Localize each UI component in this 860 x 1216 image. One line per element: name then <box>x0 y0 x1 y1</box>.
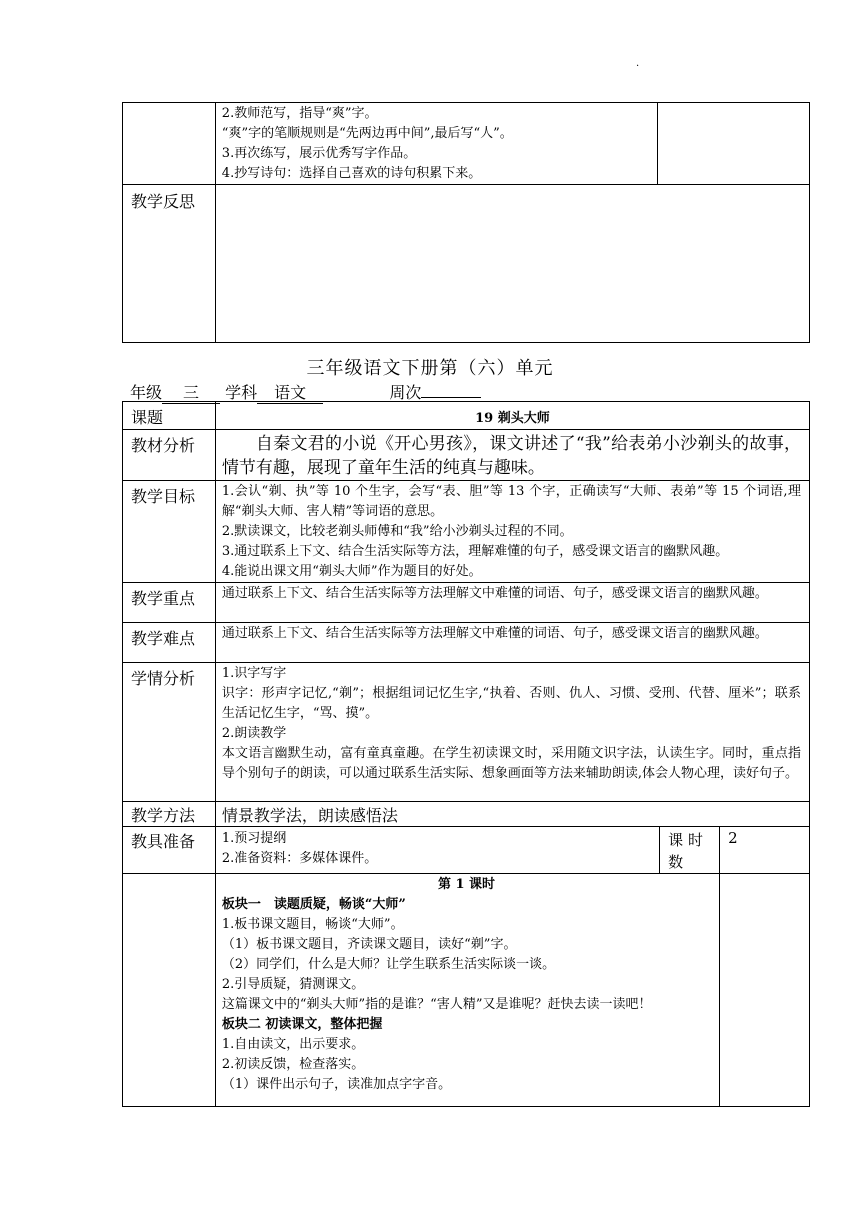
empty-label-cell <box>123 103 216 185</box>
lesson-line: 1.自由读文，出示要求。 <box>221 1037 365 1052</box>
goal-item: 3.通过联系上下文、结合生活实际等方法，理解难懂的句子，感受课文语言的幽默风趣。 <box>221 544 729 559</box>
learner-line: 本文语言幽默生动，富有童真童趣。在学生初读课文时，采用随文识字法，认读生字。同时，重点指导个别句子的朗读，可以通过联系生活实际、想象画面等方法来辅助朗读,体会人物心理，读好句子。 <box>221 746 801 781</box>
learner-line: 2.朗读教学 <box>221 726 287 741</box>
prep-line: 2.准备资料：多媒体课件。 <box>221 851 378 866</box>
lesson-cell <box>215 874 719 1107</box>
empty-label-cell <box>123 874 216 1107</box>
lesson-line: （1）板书课文题目，齐读课文题目，读好“剃”字。 <box>221 937 517 952</box>
goals-cell <box>215 481 809 583</box>
section-heading: 板块二 初读课文，整体把握 <box>221 1017 383 1032</box>
notes-cell <box>658 103 810 185</box>
learner-label: 学情分析 <box>123 663 216 802</box>
header-dot: . <box>636 58 640 69</box>
prep-label: 教具准备 <box>123 827 216 874</box>
writing-steps-cell <box>215 103 658 185</box>
reflection-content <box>215 185 809 343</box>
notes-cell <box>720 874 810 1107</box>
key-points-text: 通过联系上下文、结合生活实际等方法理解文中难懂的词语、句子，感受课文语言的幽默风趣。 <box>215 583 809 623</box>
week-value <box>421 397 481 398</box>
lesson-line: 2.引导质疑，猜测课文。 <box>221 977 365 992</box>
method-label: 教学方法 <box>123 802 216 827</box>
lesson-line: 2.初读反馈，检查落实。 <box>221 1057 365 1072</box>
lesson-title: 第 1 课时 <box>437 877 496 892</box>
analysis-text: 自秦文君的小说《开心男孩》，课文讲述了“我”给表弟小沙剃头的故事，情节有趣，展现了童年生活的纯真与趣味。 <box>215 430 809 481</box>
prep-line: 1.预习提纲 <box>221 831 287 846</box>
step-line: 2.教师范写，指导“爽”字。 <box>221 106 378 121</box>
lesson-line: 这篇课文中的“剃头大师”指的是谁？“害人精”又是谁呢？赶快去读一读吧！ <box>221 997 652 1012</box>
method-text: 情景教学法，朗读感悟法 <box>215 802 809 827</box>
step-line: 4.抄写诗句：选择自己喜欢的诗句积累下来。 <box>221 166 482 181</box>
goals-label: 教学目标 <box>123 481 216 583</box>
goal-item: 2.默读课文，比较老剃头师傅和“我”给小沙剃头过程的不同。 <box>221 524 573 539</box>
learner-line: 识字：形声字记忆,“剃”；根据组词记忆生字,“执着、否则、仇人、习惯、受刑、代替、厘米”；联系生活记忆生字，“骂、摸”。 <box>221 686 801 721</box>
step-line: “爽”字的笔顺规则是“先两边再中间”,最后写“人”。 <box>221 126 513 141</box>
previous-lesson-table <box>122 102 810 343</box>
analysis-label: 教材分析 <box>123 430 216 481</box>
difficulty-label: 教学难点 <box>123 623 216 663</box>
lesson-plan-table <box>122 401 810 1107</box>
lesson-lines <box>222 895 711 1095</box>
lesson-line: （1）课件出示句子，读准加点字字音。 <box>221 1077 452 1092</box>
step-line: 3.再次练写，展示优秀写字作品。 <box>221 146 417 161</box>
learner-line: 1.识字写字 <box>221 666 287 681</box>
section-heading: 板块一 读题质疑，畅谈“大师” <box>221 897 406 912</box>
unit-title: 三年级语文下册第（六）单元 <box>306 358 554 379</box>
grade-value: 三 <box>162 380 220 404</box>
lesson-line: （2）同学们，什么是大师？让学生联系生活实际谈一谈。 <box>221 957 556 972</box>
topic-label: 课题 <box>123 402 216 430</box>
hours-value: 2 <box>720 827 810 874</box>
prep-cell <box>215 827 659 874</box>
goal-item: 4.能说出课文用“剃头大师”作为题目的好处。 <box>221 564 482 579</box>
learner-cell <box>215 663 809 802</box>
difficulty-text: 通过联系上下文、结合生活实际等方法理解文中难懂的词语、句子，感受课文语言的幽默风趣。 <box>215 623 809 663</box>
key-points-label: 教学重点 <box>123 583 216 623</box>
topic-value: 19 剃头大师 <box>215 402 809 430</box>
week-label: 周次 <box>389 383 422 402</box>
subject-value: 语文 <box>257 380 323 404</box>
grade-label: 年级 <box>130 383 163 402</box>
lesson-line: 1.板书课文题目，畅谈“大师”。 <box>221 917 404 932</box>
subject-label: 学科 <box>225 383 258 402</box>
goal-item: 1.会认“剃、执”等 10 个生字，会写“表、胆”等 13 个字，正确读写“大师、表弟”等 15 个词语,理解“剃头大师、害人精”等词语的意思。 <box>221 484 801 519</box>
reflection-label: 教学反思 <box>123 185 216 343</box>
hours-label: 课 时 数 <box>660 827 720 874</box>
